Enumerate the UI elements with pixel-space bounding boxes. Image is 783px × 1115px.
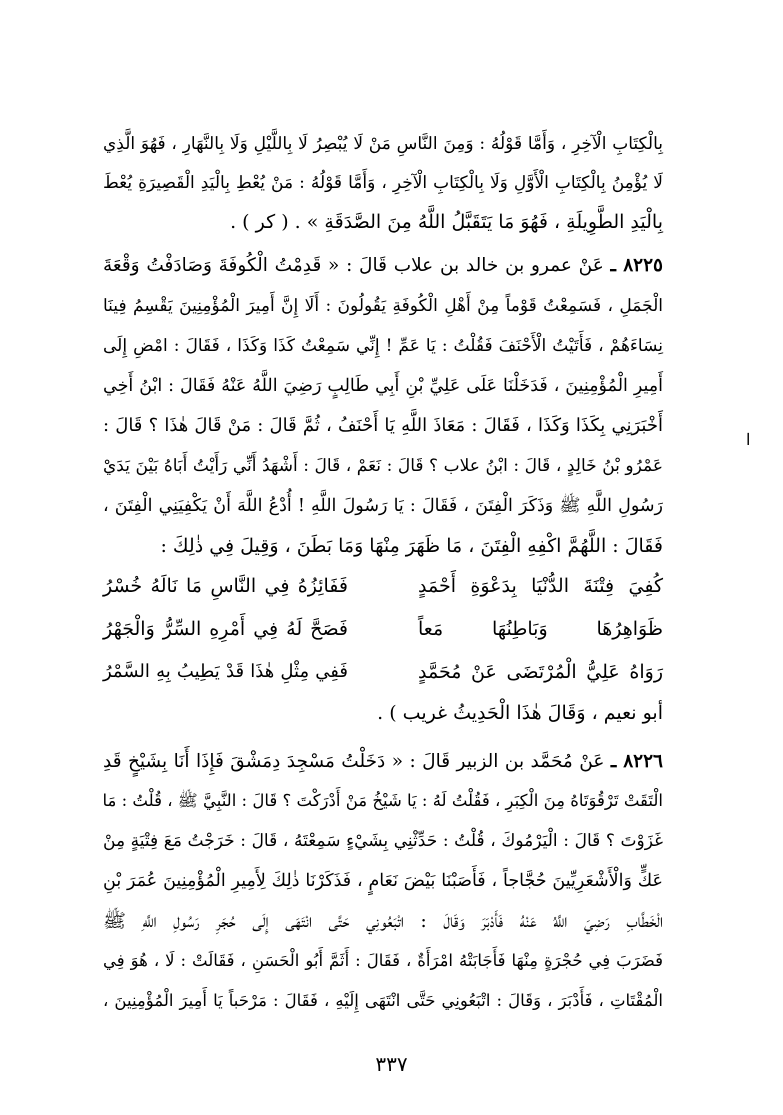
text-line: لَا يُؤْمِنُ بِالْكِتَابِ الْأَوَّلِ وَلَا بِالْكِتَابِ الْآخِرِ ، وَأَمَّا قَوْلُهُ : مَنْ يُعْطِ بِالْيَدِ الْقَصِيرَةِ يُعْطَ bbox=[103, 173, 663, 193]
poem-first-hemistich: كُفِيَ فِتْنَةَ الدُّنْيَا بِدَعْوَةِ أَحْمَدٍ bbox=[418, 575, 663, 597]
text-line: عَمْرُو بْنُ خَالِدٍ ، قَالَ : ابْنُ علاب ؟ قَالَ : نَعَمْ ، قَالَ : أَشْهَدُ أَنِّي رَأَيْتُ أَبَاهُ بَيْنَ يَدَيْ bbox=[103, 456, 663, 476]
text-line: عَكٍّ وَالْأَشْعَرِيِّينَ حُجَّاجاً ، فَأَصَبْنَا بَيْضَ نَعَامٍ ، فَذَكَرْنَا ذٰلِكَ لِأَمِيرِ الْمُؤْمِنِينَ عُمَرَ بْنِ bbox=[103, 871, 663, 891]
hadith-text: عَنْ مُحَمَّد بن الزبير قَالَ : « دَخَلْتُ مَسْجِدَ دِمَشْقَ فَإِذَا أَنَا بِشَيْخٍ قَدِ bbox=[103, 751, 605, 772]
poem-first-hemistich: رَوَاهُ عَلِيُّ الْمُرْتَضَى عَنْ مُحَمَّدٍ bbox=[418, 661, 663, 683]
poem-first-hemistich: ظَوَاهِرُهَا وَبَاطِنُهَا مَعاً bbox=[418, 618, 663, 640]
text-line: فَضَرَبَ فِي حُجْرَةٍ مِنْهَا فَأَجَابَتْهُ امْرَأَةٌ ، فَقَالَ : أَثَمَّ أَبُو الْحَسَنِ ، فَقَالَتْ : لَا ، هُوَ فِي bbox=[103, 951, 663, 970]
hadith-first-line bbox=[103, 749, 663, 775]
text-line: الْمُقْتَاتِ ، فَأَدْبَرَ ، وَقَالَ : اتْبَعُونِي حَتَّى انْتَهَى إِلَيْهِ ، فَقَالَ : مَرْحَباً يَا أَمِيرَ الْمُؤْمِنِينَ ، bbox=[103, 991, 663, 1010]
hadith-number: ٨٢٢٦ ـ bbox=[610, 751, 663, 772]
text-line: نِسَاءَهُمْ ، فَأَتَيْتُ الْأَحْنَفَ فَقُلْتُ : يَا عَمِّ ! إِنِّي سَمِعْتُ كَذَا وَكَذَا ، فَقَالَ : امْضِ إِلَى bbox=[103, 336, 663, 356]
text-line: بِالْيَدِ الطَّوِيلَةِ ، فَهُوَ مَا يَتَقَبَّلُ اللَّهُ مِنَ الصَّدَقَةِ » . ( كر ) . bbox=[230, 211, 663, 233]
text-line: الْتَقَتْ تَرْقُوَتَاهُ مِنَ الْكِبَرِ ، فَقُلْتُ لَهُ : يَا شَيْخُ مَنْ أَدْرَكْتَ ؟ قَالَ : النَّبِيَّ ﷺ ، قُلْتُ : مَا bbox=[102, 791, 663, 810]
hadith-text: عَنْ عمرو بن خالد بن علاب قَالَ : « قَدِمْتُ الْكُوفَةَ وَصَادَفْتُ وَقْعَةَ bbox=[103, 255, 604, 276]
text-line: غَزَوْتَ ؟ قَالَ : الْيَرْمُوكَ ، قُلْتُ : حَدِّثْنِي بِشَيْءٍ سَمِعْتَهُ ، قَالَ : خَرَجْتُ مَعَ فِتْيَةٍ مِنْ bbox=[103, 831, 663, 851]
hadith-number: ٨٢٢٥ ـ bbox=[610, 255, 663, 276]
poem-verse bbox=[103, 571, 663, 601]
text-line: أَخْبَرَنِي بِكَذَا وَكَذَا ، فَقَالَ : مَعَاذَ اللَّهِ يَا أَحْنَفُ ، ثُمَّ قَالَ : مَنْ قَالَ هٰذَا ؟ قَالَ : bbox=[103, 415, 663, 436]
hadith-first-line bbox=[103, 253, 663, 279]
poem-verse bbox=[103, 614, 663, 644]
text-line: أبو نعيم ، وَقَالَ هٰذَا الْحَدِيثُ غريب ) . bbox=[377, 702, 663, 724]
text-line: رَسُولِ اللَّهِ ﷺ وَذَكَرَ الْفِتَنَ ، فَقَالَ : يَا رَسُولَ اللَّهِ ! أُدْعُ اللَّهَ أَنْ يَكْفِيَنِي الْفِتَنَ ، bbox=[103, 496, 663, 516]
text-line: بِالْكِتَابِ الْآخِرِ ، وَأَمَّا قَوْلُهُ : وَمِنَ النَّاسِ مَنْ لَا يُبْصِرُ لَا بِاللَّيْلِ وَلَا بِالنَّهَارِ ، فَهُوَ الَّذِي bbox=[103, 134, 663, 154]
poem-second-hemistich: فَفَائِزُهُ فِي النَّاسِ مَا نَالَهُ خُسْرُ bbox=[103, 575, 348, 597]
margin-mark: ا bbox=[746, 430, 751, 449]
page-number: ٣٣٧ bbox=[375, 1052, 408, 1076]
text-line: أَمِيرِ الْمُؤْمِنِينَ ، فَدَخَلْنَا عَلَى عَلِيِّ بْنِ أَبِي طَالِبٍ رَضِيَ اللَّهُ عَنْهُ فَقَالَ : ابْنُ أَخِي bbox=[103, 376, 663, 396]
text-line: الْجَمَلِ ، فَسَمِعْتُ قَوْماً مِنْ أَهْلِ الْكُوفَةِ يَقُولُونَ : أَلَا إِنَّ أَمِيرَ الْمُؤْمِنِينَ يَقْسِمُ فِينَا bbox=[103, 296, 663, 316]
poem-second-hemistich: فَفِي مِثْلِ هٰذَا قَدْ يَطِيبُ بِهِ السَّمْرُ bbox=[103, 661, 348, 682]
poem-second-hemistich: فَصَحَّ لَهُ فِي أَمْرِهِ السِّرُّ وَالْجَهْرُ bbox=[103, 618, 348, 640]
poem-verse bbox=[103, 657, 663, 687]
text-line: فَقَالَ : اللَّهُمَّ اكْفِهِ الْفِتَنَ ، مَا ظَهَرَ مِنْهَا وَمَا بَطَنَ ، وَقِيلَ فِي ذٰلِكَ : bbox=[160, 535, 663, 557]
text-line: الْخَطَّابِ رَضِيَ اللَّهُ عَنْهُ فَأَدْبَرَ وَقَالَ : اتْبَعُونِي حَتَّى انْتَهَى إِلَى حُجَرِ رَسُولِ اللَّهِ ﷺ bbox=[103, 910, 663, 932]
